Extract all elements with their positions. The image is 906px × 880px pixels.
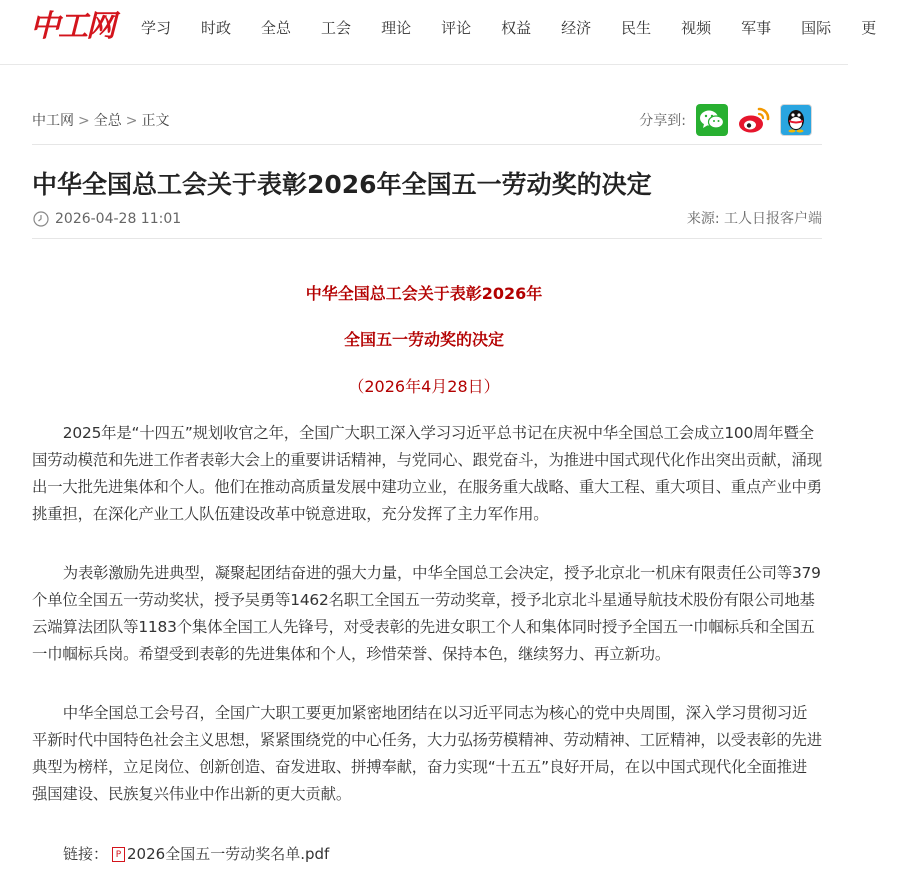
nav-item-more[interactable]: 更 (861, 19, 877, 37)
nav-item-study[interactable]: 学习 (141, 19, 172, 37)
breadcrumb-current: 正文 (141, 113, 170, 129)
share-bar (639, 104, 812, 136)
nav-item-economy[interactable]: 经济 (561, 19, 592, 37)
breadcrumb (32, 110, 169, 132)
document-date: （2026年4月28日） (348, 377, 500, 396)
article-title: 中华全国总工会关于表彰2026年全国五一劳动奖的决定 (32, 170, 652, 199)
nav-item-theory[interactable]: 理论 (381, 19, 412, 37)
breadcrumb-separator: > (78, 113, 90, 129)
nav-item-commentary[interactable]: 评论 (441, 19, 472, 37)
document-heading-line2: 全国五一劳动奖的决定 (343, 330, 504, 349)
nav-item-military[interactable]: 军事 (741, 19, 772, 37)
document-heading-line1: 中华全国总工会关于表彰2026年 (305, 284, 543, 303)
publish-time: 2026-04-28 11:01 (55, 211, 182, 227)
article-source: 来源: 工人日报客户端 (686, 211, 822, 227)
article-paragraph-2: 为表彰激励先进典型，凝聚起团结奋进的强大力量，中华全国总工会决定，授予北京北一机床有限责任公司等379个单位全国五一劳动奖状，授予吴勇等1462名职工全国五一劳动奖章，授予北京北斗星通导航技术股份有限公司地基云端算法团队等1183个集体全国工人先锋号，对受表彰的先进女职工个人和集体同时授予全国五一巾帼标兵和全国五一巾帼标兵岗。希望受到表彰的先进集体和个人，珍惜荣誉、保持本色，继续努力、再立新功。 (32, 564, 821, 663)
nav-item-union[interactable]: 工会 (321, 19, 352, 37)
attachment-pdf-link[interactable]: 2026全国五一劳动奖名单.pdf (127, 845, 330, 863)
nav-item-rights[interactable]: 权益 (501, 19, 532, 37)
nav-item-livelihood[interactable]: 民生 (621, 19, 652, 37)
attachment-label: 链接： (63, 845, 109, 863)
breadcrumb-home-link[interactable]: 中工网 (32, 113, 74, 129)
main-nav (141, 0, 906, 56)
header-divider (32, 144, 822, 145)
weibo-icon[interactable] (738, 104, 770, 136)
article-datetime (33, 208, 181, 230)
pdf-file-icon: P (112, 847, 125, 862)
top-navigation-bar (0, 0, 877, 65)
nav-item-video[interactable]: 视频 (681, 19, 712, 37)
qq-icon[interactable] (780, 104, 812, 136)
nav-item-international[interactable]: 国际 (801, 19, 832, 37)
nav-item-politics[interactable]: 时政 (201, 19, 232, 37)
article-paragraph-1: 2025年是“十四五”规划收官之年，全国广大职工深入学习习近平总书记在庆祝中华全国总工会成立100周年暨全国劳动模范和先进工作者表彰大会上的重要讲话精神，与党同心、跟党奋斗，为推进中国式现代化作出突出贡献，涌现出一大批先进集体和个人。他们在推动高质量发展中建功立业，在服务重大战略、重大工程、重大项目、重点产业中勇挑重担，在深化产业工人队伍建设改革中锐意进取，充分发挥了主力军作用。 (32, 424, 822, 523)
meta-divider (32, 238, 822, 239)
site-logo[interactable]: 中工网 (30, 9, 114, 44)
nav-item-acftu[interactable]: 全总 (261, 19, 292, 37)
breadcrumb-separator: > (125, 113, 138, 129)
share-label: 分享到: (639, 113, 686, 129)
wechat-icon[interactable] (696, 104, 728, 136)
article-paragraph-3: 中华全国总工会号召，全国广大职工要更加紧密地团结在以习近平同志为核心的党中央周围，深入学习贯彻习近平新时代中国特色社会主义思想，紧紧围绕党的中心任务，大力弘扬劳模精神、劳动精神、工匠精神，以受表彰的先进典型为榜样，立足岗位、创新创造、奋发进取、拼搏奉献，奋力实现“十五五”良好开局，在以中国式现代化全面推进强国建设、民族复兴伟业中作出新的更大贡献。 (32, 704, 822, 803)
clock-icon (33, 211, 49, 227)
attachment-link-row (63, 842, 329, 866)
breadcrumb-section-link[interactable]: 全总 (93, 113, 122, 129)
